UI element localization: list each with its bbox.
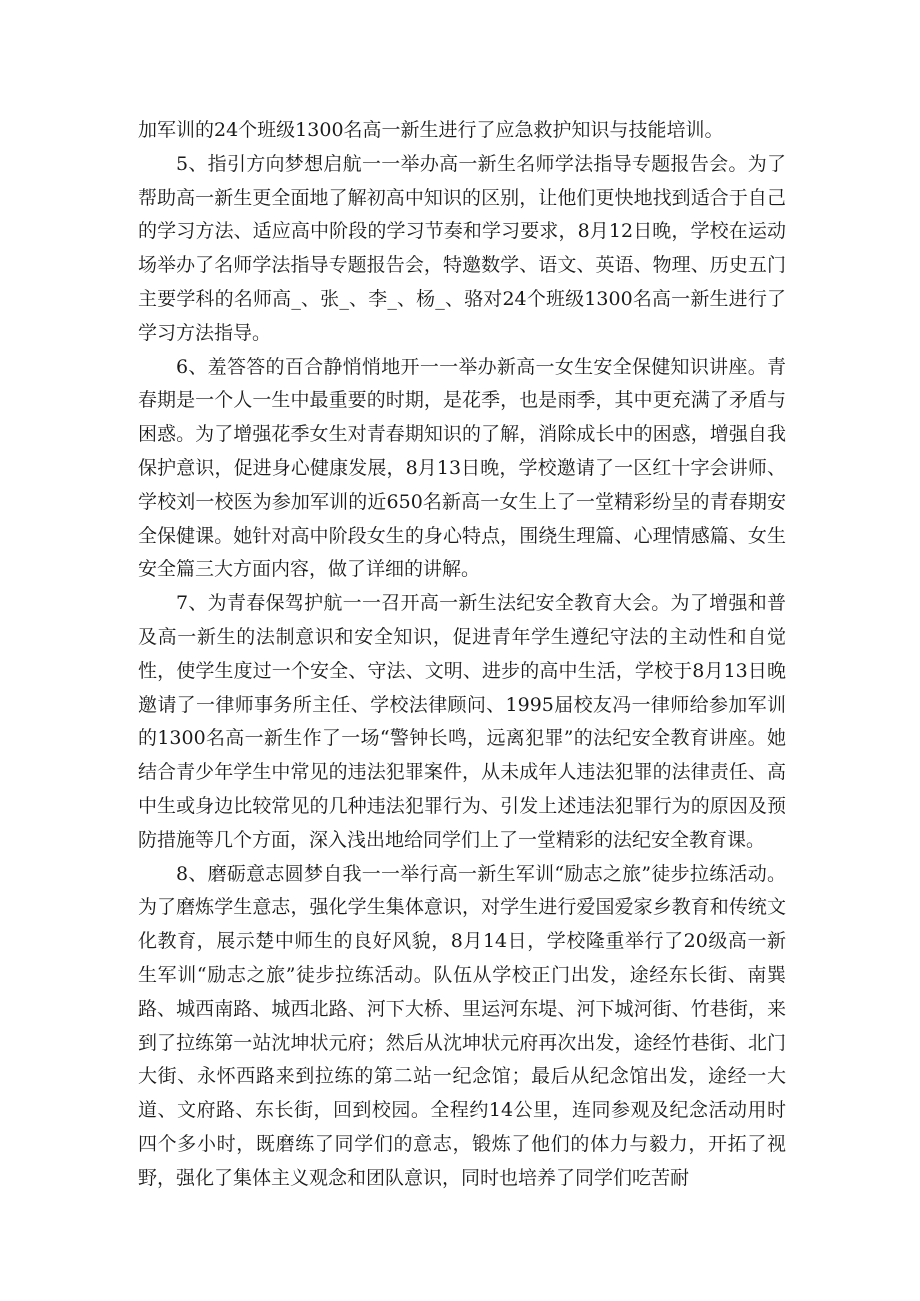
- paragraph-item-7: 7、为青春保驾护航一一召开高一新生法纪安全教育大会。为了增强和普及高一新生的法制意识和安全知识，促进青年学生遵纪守法的主动性和自觉性，使学生度过一个安全、守法、文明、进步的高中生活，学校于8月13日晚邀请了一律师事务所主任、学校法律顾问、1995届校友冯一律师给参加军训的1300名高一新生作了一场“警钟长鸣，远离犯罪”的法纪安全教育讲座。她结合青少年学生中常见的违法犯罪案件，从未成年人违法犯罪的法律责任、高中生或身边比较常见的几种违法犯罪行为、引发上述违法犯罪行为的原因及预防措施等几个方面，深入浅出地给同学们上了一堂精彩的法纪安全教育课。: [138, 592, 786, 851]
- paragraph-continuation: 加军训的24个班级1300名高一新生进行了应急救护知识与技能培训。: [138, 119, 724, 141]
- paragraph-item-8: 8、磨砺意志圆梦自我一一举行高一新生军训“励志之旅”徒步拉练活动。为了磨炼学生意志，强化学生集体意识，对学生进行爱国爱家乡教育和传统文化教育，展示楚中师生的良好风貌，8月14日，学校隆重举行了20级高一新生军训“励志之旅”徒步拉练活动。队伍从学校正门出发，途经东长街、南巽路、城西南路、城西北路、河下大桥、里运河东堤、河下城河街、竹巷街，来到了拉练第一站沈坤状元府；然后从沈坤状元府再次出发，途经竹巷街、北门大街、永怀西路来到拉练的第二站一纪念馆；最后从纪念馆出发，途经一大道、文府路、东长街，回到校园。全程约14公里，连同参观及纪念活动用时四个多小时，既磨练了同学们的意志，锻炼了他们的体力与毅力，开拓了视野，强化了集体主义观念和团队意识，同时也培养了同学们吃苦耐: [138, 862, 786, 1189]
- document-body: [138, 114, 786, 1196]
- paragraph-item-5: 5、指引方向梦想启航一一举办高一新生名师学法指导专题报告会。为了帮助高一新生更全面地了解初高中知识的区别，让他们更快地找到适合于自己的学习方法、适应高中阶段的学习节奏和学习要求，8月12日晚，学校在运动场举办了名师学法指导专题报告会，特邀数学、语文、英语、物理、历史五门主要学科的名师高_、张_、李_、杨_、骆对24个班级1300名高一新生进行了学习方法指导。: [138, 152, 786, 344]
- paragraph-item-6: 6、羞答答的百合静悄悄地开一一举办新高一女生安全保健知识讲座。青春期是一个人一生中最重要的时期，是花季，也是雨季，其中更充满了矛盾与困惑。为了增强花季女生对青春期知识的了解，消除成长中的困惑，增强自我保护意识，促进身心健康发展，8月13日晚，学校邀请了一区红十字会讲师、学校刘一校医为参加军训的近650名新高一女生上了一堂精彩纷呈的青春期安全保健课。她针对高中阶段女生的身心特点，围绕生理篇、心理情感篇、女生安全篇三大方面内容，做了详细的讲解。: [138, 355, 786, 581]
